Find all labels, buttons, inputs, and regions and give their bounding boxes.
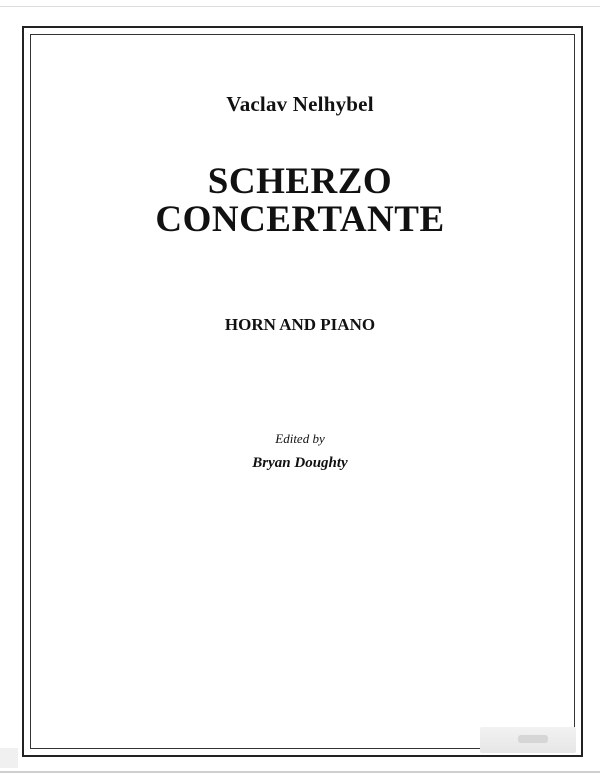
scan-edge-tab bbox=[0, 748, 18, 768]
composer-name: Vaclav Nelhybel bbox=[226, 92, 374, 116]
edited-by-label: Edited by bbox=[275, 431, 325, 446]
scan-edge-bottom bbox=[0, 771, 600, 773]
scan-edge-top bbox=[0, 6, 600, 7]
instrumentation: HORN AND PIANO bbox=[224, 315, 376, 334]
editor-name: Bryan Doughty bbox=[252, 455, 348, 471]
inner-border-frame bbox=[30, 34, 575, 749]
sticker-smudge bbox=[518, 735, 548, 743]
title-line-2: CONCERTANTE bbox=[155, 199, 445, 240]
title-line-1: SCHERZO bbox=[207, 161, 393, 202]
